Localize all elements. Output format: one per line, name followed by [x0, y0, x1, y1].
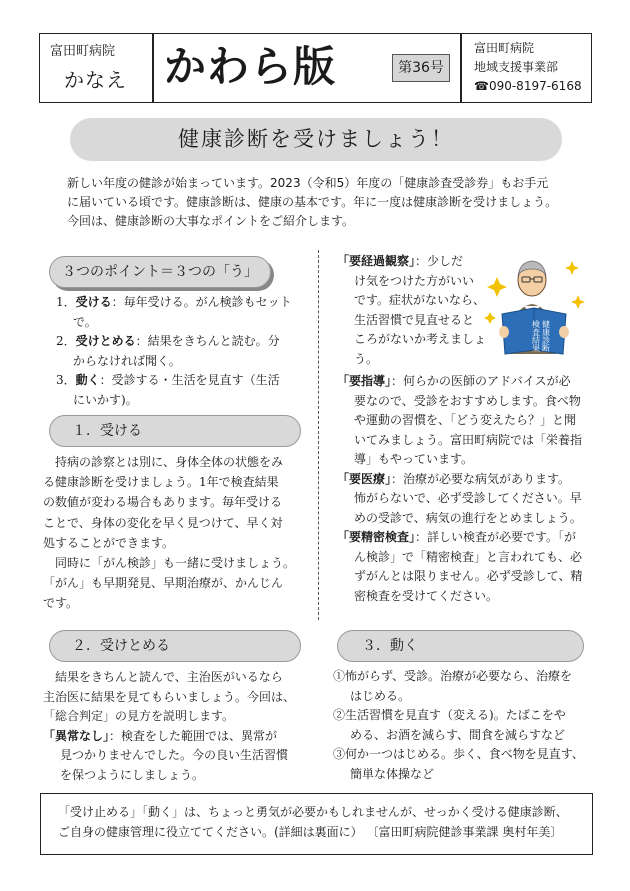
section3-list: [333, 667, 595, 784]
section3-heading-text: ３．動く: [362, 638, 418, 654]
body-line: 持病の診察とは別に、身体全体の状態をみ: [55, 455, 284, 469]
judgement-text: ずがんとは限りません。必ず受診して、精: [354, 569, 583, 583]
point-key: 動く: [75, 373, 100, 387]
body-line: ことで、身体の変化を早く見つけて、早く対: [43, 515, 283, 530]
judgement-text: です。症状がないなら、: [354, 293, 486, 307]
judgement-key: 「要精密検査」: [337, 530, 416, 544]
points-list: [56, 293, 311, 410]
points-heading-text: ３つのポイント＝３つの「う」: [62, 264, 258, 280]
masthead: [39, 33, 592, 103]
body-line: の数値が変わる場合もあります。毎年受ける: [43, 495, 283, 510]
body-line: る健康診断を受けましょう。1年で検査結果: [43, 475, 279, 490]
judgement-text: を保つようにしましょう。: [60, 767, 205, 782]
judgement-text: ：詳しい検査が必要です。「が: [415, 530, 577, 544]
intro-line: 新しい年度の健診が始まっています。2023（令和5）年度の「健康診査受診券」もお手元: [67, 176, 549, 190]
column-divider: [318, 250, 319, 620]
judgement-text: ：検査をした範囲では、異常が: [109, 728, 278, 743]
intro-paragraph: [67, 174, 587, 231]
footer-credit: 〔富田町病院健診事業課 奥村年美〕: [366, 825, 563, 839]
judgement-text: ころがないか考えましょ: [354, 332, 487, 346]
body-line: 処することができます。: [43, 535, 175, 550]
divider: [460, 34, 462, 102]
body-line: 主治医に結果を見てもらいましょう。今回は、: [43, 689, 296, 704]
judgement-key: 「異常なし」: [43, 728, 110, 743]
judgement-text: や運動の習慣を、「どう変えたら？」と聞: [354, 413, 577, 427]
book-cover-text: 健康診断: [541, 320, 551, 352]
point-text: からなければ聞く。: [73, 353, 181, 368]
right-column-judgements: [337, 372, 595, 606]
judgement-text: いてみましょう。富田町病院では「栄養指: [354, 432, 583, 447]
intro-line: に届いている頃です。健康診断は、健康の基本です。年に一度は健康診断を受けましょう。: [67, 195, 558, 209]
point-text: にいかす)。: [73, 392, 138, 407]
section2-heading: [49, 630, 301, 662]
judgement-text: 要なので、受診をおすすめします。食べ物: [354, 393, 581, 408]
footer-text: [58, 802, 568, 842]
list-marker: ①: [333, 669, 346, 683]
judgement-text: 見つかりませんでした。今の良い生活習慣: [60, 748, 289, 762]
judgement-text: ：何らかの医師のアドバイスが必: [391, 374, 571, 388]
judgement-key: 「要医療」: [337, 471, 392, 486]
headline-banner: [70, 118, 562, 161]
judgement-text: け気をつけた方がいい: [354, 273, 475, 288]
judgement-text: ：治療が必要な病気があります。: [391, 471, 571, 486]
point-num: 2．: [56, 334, 76, 348]
judgement-text: 怖がらないで、必ず受診してください。早: [354, 491, 582, 505]
newsletter-title: かわら版: [164, 42, 337, 91]
section2-heading-text: ２．受けとめる: [72, 638, 170, 654]
judgement-text: 密検査を受けてください。: [354, 588, 499, 603]
section1-body: [43, 452, 313, 614]
book-cover-text: 検査結果: [531, 320, 541, 352]
point-text: ：結果をきちんと読む。分: [135, 334, 280, 348]
judgement-key: 「要指導」: [337, 374, 392, 388]
point-item-2: [56, 332, 311, 352]
headline-title: 健康診断を受けましょう！: [178, 127, 454, 151]
org-department: 地域支援事業部: [474, 60, 559, 74]
point-text: で。: [73, 314, 97, 329]
footer-box: [40, 793, 593, 855]
section3-heading: [337, 630, 584, 662]
list-marker: ③: [333, 747, 346, 761]
body-line: 「総合判定」の見方を説明します。: [43, 709, 235, 723]
list-item-text: はじめる。: [350, 688, 411, 703]
point-key: 受ける: [75, 295, 112, 309]
divider: [152, 34, 154, 102]
judgement-text: 生活習慣で見直せると: [354, 312, 475, 327]
point-num: 1．: [56, 295, 76, 309]
masthead-kanae: かなえ: [64, 68, 127, 92]
point-text: ：毎年受ける。がん検診もセット: [111, 295, 292, 309]
point-item-3: [56, 371, 311, 391]
masthead-hospital-name: 富田町病院: [50, 44, 116, 59]
judgement-normal: [43, 727, 318, 747]
section1-heading-text: １．受ける: [72, 423, 142, 439]
judgement-text: めの受診で、病気の進行をとめましょう。: [354, 510, 582, 525]
judgement-text: ん検診」で「精密検査」と言われても、必: [354, 549, 583, 564]
judgement-key: 「要経過観察」: [337, 254, 416, 268]
judgement-observation: [337, 252, 487, 369]
point-num: 3．: [56, 373, 76, 387]
list-item-text: 生活習慣を見直す（変える)。たばこをや: [345, 708, 566, 722]
footer-line: ご自身の健康管理に役立ててください。(詳細は裏面に）: [58, 825, 363, 839]
body-line: 「がん」も早期発見、早期治療が、かんじん: [43, 576, 284, 591]
footer-line: 「受け止める」「動く」は、ちょっと勇気が必要かもしれませんが、せっかく受ける健康診断、: [58, 805, 568, 819]
judgement-text: う。: [354, 351, 379, 366]
list-item-text: める、お酒を減らす、間食を減らすなど: [350, 727, 566, 742]
list-item-text: 怖がらず、受診。治療が必要なら、治療を: [345, 669, 573, 683]
point-key: 受けとめる: [75, 334, 136, 348]
judgement-text: 導」もやっています。: [354, 452, 474, 466]
list-item-text: 簡単な体操など: [350, 766, 435, 781]
body-line: 結果をきちんと読んで、主治医がいるなら: [55, 670, 283, 684]
judgement-text: ：少しだ: [415, 254, 464, 268]
point-item-1: [56, 293, 311, 313]
body-line: です。: [43, 596, 79, 611]
list-item-text: 何か一つはじめる。歩く、食べ物を見直す、: [345, 747, 584, 761]
intro-line: 今回は、健康診断の大事なポイントをご紹介します。: [67, 214, 355, 228]
org-hospital: 富田町病院: [474, 41, 535, 55]
issue-number: 第36号: [392, 54, 450, 82]
organization-info: [474, 39, 582, 96]
list-marker: ②: [333, 708, 346, 722]
body-line: 同時に「がん検診」も一緒に受けましょう。: [55, 556, 296, 571]
points-heading: [49, 256, 271, 288]
org-phone: ☎090-8197-6168: [474, 79, 582, 93]
section1-heading: [49, 415, 301, 447]
man-reading-results-illustration: [484, 256, 586, 356]
point-text: ：受診する・生活を見直す（生活: [99, 373, 280, 387]
section2-body: [43, 668, 318, 785]
